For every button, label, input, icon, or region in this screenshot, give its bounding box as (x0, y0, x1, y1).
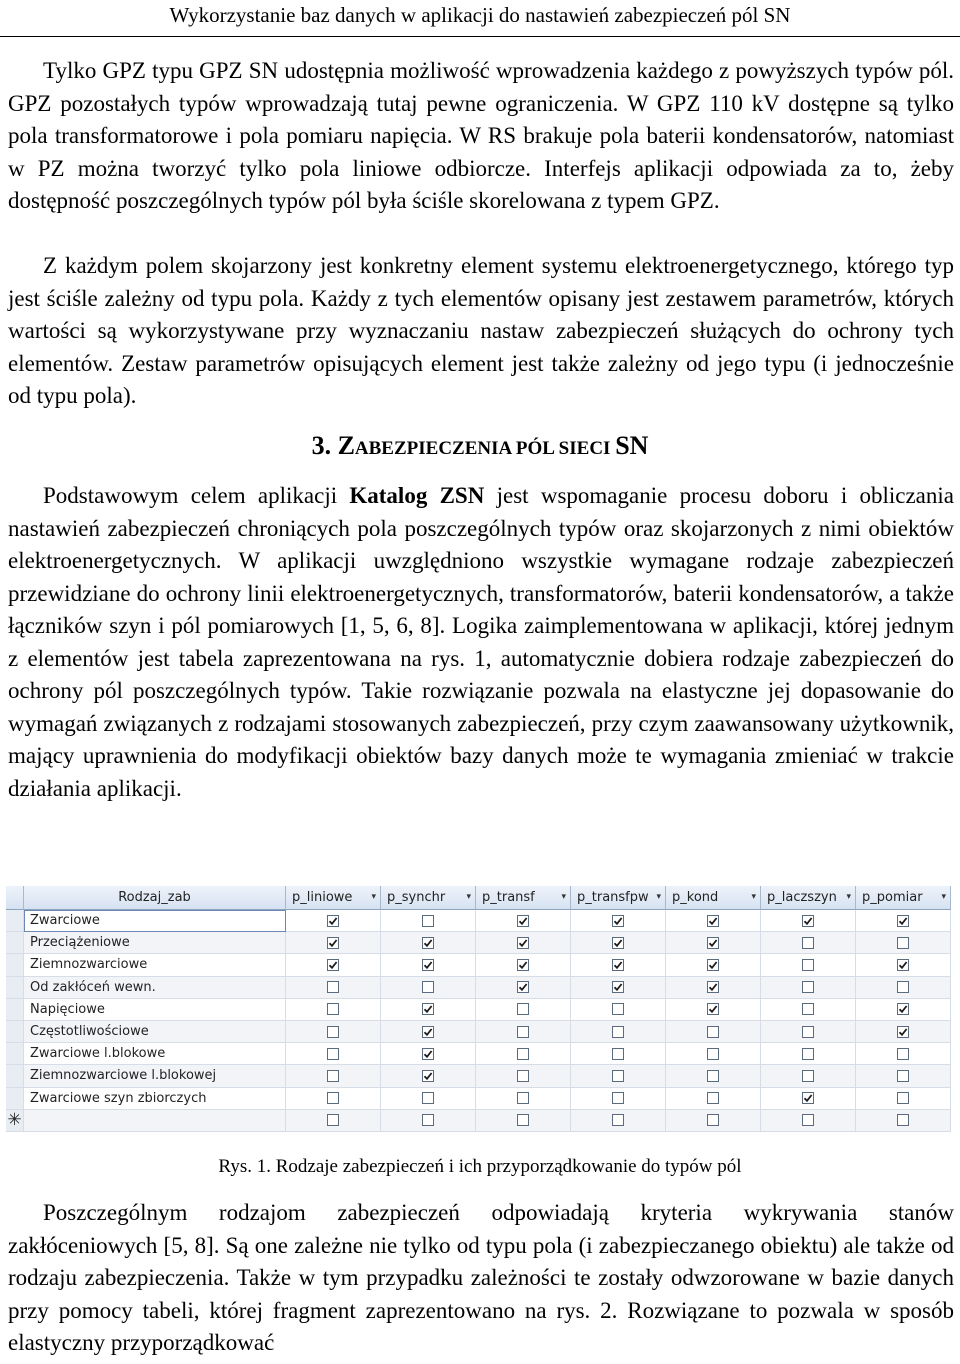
unchecked-checkbox[interactable] (802, 1070, 814, 1082)
column-header-label: p_synchr (387, 890, 446, 905)
unchecked-checkbox[interactable] (802, 959, 814, 971)
cell-p-transfpw (571, 910, 666, 932)
unchecked-checkbox[interactable] (517, 1092, 529, 1104)
cell-p-transfpw (571, 977, 666, 999)
sort-dropdown-icon[interactable]: ▾ (941, 892, 946, 902)
cell-p-transfpw (571, 954, 666, 976)
unchecked-checkbox[interactable] (327, 981, 339, 993)
cell-p-transfpw (571, 1043, 666, 1065)
cell-p-pomiar (856, 1088, 951, 1110)
unchecked-checkbox[interactable] (517, 1070, 529, 1082)
cell-p-pomiar (856, 1043, 951, 1065)
unchecked-checkbox[interactable] (707, 1026, 719, 1038)
unchecked-checkbox[interactable] (422, 1092, 434, 1104)
row-selector[interactable] (6, 1021, 24, 1043)
cell-p-transf (476, 1021, 571, 1043)
unchecked-checkbox[interactable] (517, 1026, 529, 1038)
column-header-p-liniowe[interactable] (286, 886, 381, 910)
row-selector[interactable] (6, 910, 24, 932)
cell-p-laczszyn (761, 1043, 856, 1065)
unchecked-checkbox[interactable] (422, 915, 434, 927)
table-row[interactable] (6, 1065, 954, 1087)
cell-p-kond (666, 977, 761, 999)
cell-p-pomiar (856, 932, 951, 954)
cell-p-pomiar (856, 1021, 951, 1043)
checked-checkbox[interactable] (517, 959, 529, 971)
row-selector[interactable] (6, 999, 24, 1021)
new-record-icon[interactable]: ✳ (6, 1110, 24, 1132)
row-selector[interactable] (6, 1043, 24, 1065)
cell-p-transf (476, 999, 571, 1021)
sort-dropdown-icon[interactable]: ▾ (846, 892, 851, 902)
unchecked-checkbox[interactable] (422, 1114, 434, 1126)
paragraph-text: Podstawowym celem aplikacji Katalog ZSN jest wspomaganie procesu doboru i obliczania nastawień zabezpieczeń chroniących pola poszczególnych typów oraz skojarzonych z nimi obiektów elektroenergetycznych. W aplikacji uwzględniono wszystkie wymagane rodzaje zabezpieczeń przewidziane do ochrony linii elektroenergetycznych, transformatorów, baterii kondensatorów, a także łączników szyn i pól pomiarowych [1, 5, 6, 8]. Logika zaimplementowana w aplikacji, której jednym z elementów jest tabela zaprezentowana na rys. 1, automatycznie dobiera rodzaje zabezpieczeń do ochrony pól poszczególnych typów. Takie rozwiązanie pozwala na elastyczne jej dopasowanie do wymagań związanych z rodzajami stosowanych zabezpieczeń, przy czym zaawansowany użytkownik, mający uprawnienia do modyfikacji obiektów bazy danych może te wymagania zmieniać w trakcie działania aplikacji. (8, 483, 954, 801)
unchecked-checkbox[interactable] (612, 1003, 624, 1015)
select-all-corner[interactable] (6, 886, 24, 910)
column-header-label: p_transfpw (577, 890, 649, 905)
checked-checkbox[interactable] (802, 1092, 814, 1104)
checked-checkbox[interactable] (707, 959, 719, 971)
cell-rodzaj-zab[interactable]: Częstotliwościowe (24, 1021, 286, 1043)
cell-p-transf (476, 1110, 571, 1132)
checked-checkbox[interactable] (612, 915, 624, 927)
new-record-row[interactable] (6, 1110, 954, 1132)
checked-checkbox[interactable] (897, 959, 909, 971)
cell-rodzaj-zab[interactable]: Zwarciowe szyn zbiorczych (24, 1088, 286, 1110)
unchecked-checkbox[interactable] (707, 1070, 719, 1082)
sort-dropdown-icon[interactable]: ▾ (466, 892, 471, 902)
cell-p-pomiar (856, 954, 951, 976)
paragraph-text: Poszczególnym rodzajom zabezpieczeń odpowiadają kryteria wykrywania stanów zakłóceniowych [5, 8]. Są one zależne nie tylko od typu pola (i zabezpieczanego obiektu) ale także od rodzaju zabezpieczenia. Także w tym przypadku zależności te zostały odwzorowane w bazie danych przy pomocy tabeli, której fragment zaprezentowano na rys. 2. Rozwiązane to pozwala w sposób elastyczny przyporządkować (8, 1200, 954, 1355)
cell-p-transf (476, 977, 571, 999)
unchecked-checkbox[interactable] (612, 1092, 624, 1104)
paragraph-text: Tylko GPZ typu GPZ SN udostępnia możliwość wprowadzenia każdego z powyższych typów pól. GPZ pozostałych typów wprowadzają tutaj pewne ograniczenia. W GPZ 110 kV dostępne są tylko pola transformatorowe i pola pomiaru napięcia. W RS brakuje pola baterii kondensatorów, natomiast w PZ można tworzyć tylko pola liniowe odbiorcze. Interfejs aplikacji odpowiada za to, żeby dostępność poszczególnych typów pól była ściśle skorelowana z typem GPZ. (8, 58, 954, 213)
column-header-p-transf[interactable] (476, 886, 571, 910)
column-header-p-laczszyn[interactable] (761, 886, 856, 910)
cell-p-pomiar (856, 910, 951, 932)
checked-checkbox[interactable] (802, 915, 814, 927)
checked-checkbox[interactable] (327, 937, 339, 949)
unchecked-checkbox[interactable] (612, 1026, 624, 1038)
cell-p-synchr (381, 1088, 476, 1110)
cell-p-liniowe (286, 1021, 381, 1043)
checked-checkbox[interactable] (707, 915, 719, 927)
cell-p-transf (476, 1065, 571, 1087)
paragraph-elements (8, 250, 954, 413)
checked-checkbox[interactable] (612, 981, 624, 993)
cell-p-transfpw (571, 1021, 666, 1043)
cell-p-transf (476, 932, 571, 954)
cell-p-kond (666, 1110, 761, 1132)
checked-checkbox[interactable] (422, 937, 434, 949)
unchecked-checkbox[interactable] (802, 981, 814, 993)
column-header-label: p_transf (482, 890, 535, 905)
checked-checkbox[interactable] (422, 1048, 434, 1060)
unchecked-checkbox[interactable] (327, 1026, 339, 1038)
unchecked-checkbox[interactable] (802, 1048, 814, 1060)
figure-caption (0, 1152, 960, 1182)
column-header-p-transfpw[interactable] (571, 886, 666, 910)
checked-checkbox[interactable] (897, 1003, 909, 1015)
cell-p-synchr (381, 977, 476, 999)
datasheet-rodzaje-zabezpieczen (6, 886, 954, 1136)
sort-dropdown-icon[interactable]: ▾ (751, 892, 756, 902)
section-number: 3. (311, 431, 332, 460)
checked-checkbox[interactable] (707, 937, 719, 949)
cell-p-liniowe (286, 999, 381, 1021)
cell-p-liniowe (286, 1088, 381, 1110)
cell-rodzaj-zab[interactable]: Ziemnozwarciowe (24, 954, 286, 976)
unchecked-checkbox[interactable] (327, 1070, 339, 1082)
column-header-label: p_pomiar (862, 890, 923, 905)
unchecked-checkbox[interactable] (707, 1048, 719, 1060)
cell-p-synchr (381, 910, 476, 932)
cell-p-liniowe (286, 910, 381, 932)
unchecked-checkbox[interactable] (422, 981, 434, 993)
checked-checkbox[interactable] (897, 1026, 909, 1038)
cell-p-transfpw (571, 999, 666, 1021)
checked-checkbox[interactable] (707, 981, 719, 993)
cell-rodzaj-zab[interactable]: Ziemnozwarciowe l.blokowej (24, 1065, 286, 1087)
paragraph-criteria (8, 1197, 954, 1360)
cell-rodzaj-zab[interactable]: Od zakłóceń wewn. (24, 977, 286, 999)
checked-checkbox[interactable] (327, 915, 339, 927)
column-header-rodzaj-zab[interactable] (24, 886, 286, 910)
paragraph-katalog-zsn (8, 480, 954, 805)
cell-p-kond (666, 932, 761, 954)
paragraph-text: Z każdym polem skojarzony jest konkretny element systemu elektroenergetycznego, którego typ jest ściśle zależny od typu pola. Każdy z tych elementów opisany jest zestawem parametrów, których wartości są wykorzystywane przy wyznaczaniu nastaw zabezpieczeń służących do ochrony tych elementów. Zestaw parametrów opisujących element jest także zależny od jego typu (i jednocześnie od typu pola). (8, 253, 954, 408)
column-header-label: p_kond (672, 890, 719, 905)
unchecked-checkbox[interactable] (517, 1048, 529, 1060)
table-row[interactable] (6, 1021, 954, 1043)
checked-checkbox[interactable] (517, 937, 529, 949)
checked-checkbox[interactable] (422, 1070, 434, 1082)
table-row[interactable] (6, 954, 954, 976)
cell-p-kond (666, 1043, 761, 1065)
cell-p-transf (476, 1088, 571, 1110)
cell-p-laczszyn (761, 954, 856, 976)
unchecked-checkbox[interactable] (327, 1092, 339, 1104)
checked-checkbox[interactable] (612, 937, 624, 949)
row-selector[interactable] (6, 1065, 24, 1087)
unchecked-checkbox[interactable] (327, 1003, 339, 1015)
cell-p-liniowe (286, 1110, 381, 1132)
paragraph-gpz-types (8, 55, 954, 218)
row-selector[interactable] (6, 932, 24, 954)
unchecked-checkbox[interactable] (897, 937, 909, 949)
cell-p-kond (666, 1065, 761, 1087)
unchecked-checkbox[interactable] (707, 1092, 719, 1104)
cell-p-kond (666, 910, 761, 932)
checked-checkbox[interactable] (897, 915, 909, 927)
checked-checkbox[interactable] (707, 1003, 719, 1015)
cell-p-laczszyn (761, 1065, 856, 1087)
unchecked-checkbox[interactable] (612, 1048, 624, 1060)
checked-checkbox[interactable] (517, 915, 529, 927)
checked-checkbox[interactable] (327, 959, 339, 971)
cell-p-kond (666, 954, 761, 976)
cell-p-synchr (381, 1043, 476, 1065)
unchecked-checkbox[interactable] (897, 1048, 909, 1060)
section-title: ZABEZPIECZENIA PÓL SIECI SN (337, 431, 649, 460)
cell-p-synchr (381, 999, 476, 1021)
cell-rodzaj-zab[interactable]: Zwarciowe l.blokowe (24, 1043, 286, 1065)
sort-dropdown-icon[interactable]: ▾ (371, 892, 376, 902)
cell-p-transf (476, 954, 571, 976)
unchecked-checkbox[interactable] (802, 1114, 814, 1126)
sort-dropdown-icon[interactable]: ▾ (656, 892, 661, 902)
cell-p-transf (476, 1043, 571, 1065)
cell-p-synchr (381, 1065, 476, 1087)
cell-p-pomiar (856, 1110, 951, 1132)
row-selector[interactable] (6, 1088, 24, 1110)
column-header-p-synchr[interactable] (381, 886, 476, 910)
column-header-label: Rodzaj_zab (118, 890, 191, 905)
cell-rodzaj-zab[interactable]: Przeciążeniowe (24, 932, 286, 954)
unchecked-checkbox[interactable] (802, 1026, 814, 1038)
cell-p-laczszyn (761, 1088, 856, 1110)
checked-checkbox[interactable] (612, 959, 624, 971)
cell-p-pomiar (856, 1065, 951, 1087)
cell-p-liniowe (286, 1043, 381, 1065)
unchecked-checkbox[interactable] (897, 1070, 909, 1082)
cell-rodzaj-zab[interactable] (24, 1110, 286, 1132)
figure-caption-text: Rys. 1. Rodzaje zabezpieczeń i ich przyporządkowanie do typów pól (218, 1156, 742, 1177)
cell-p-laczszyn (761, 1021, 856, 1043)
unchecked-checkbox[interactable] (897, 1114, 909, 1126)
cell-p-transfpw (571, 1065, 666, 1087)
cell-p-liniowe (286, 954, 381, 976)
column-header-label: p_liniowe (292, 890, 353, 905)
column-header-p-pomiar[interactable] (856, 886, 951, 910)
unchecked-checkbox[interactable] (327, 1114, 339, 1126)
checked-checkbox[interactable] (517, 981, 529, 993)
table-row[interactable] (6, 1088, 954, 1110)
cell-p-laczszyn (761, 1110, 856, 1132)
cell-p-liniowe (286, 1065, 381, 1087)
cell-p-transf (476, 910, 571, 932)
table-row[interactable] (6, 977, 954, 999)
cell-p-kond (666, 1021, 761, 1043)
cell-p-synchr (381, 932, 476, 954)
unchecked-checkbox[interactable] (327, 1048, 339, 1060)
cell-p-pomiar (856, 977, 951, 999)
cell-p-laczszyn (761, 999, 856, 1021)
unchecked-checkbox[interactable] (802, 1003, 814, 1015)
unchecked-checkbox[interactable] (612, 1070, 624, 1082)
unchecked-checkbox[interactable] (707, 1114, 719, 1126)
cell-p-synchr (381, 1110, 476, 1132)
unchecked-checkbox[interactable] (802, 937, 814, 949)
checked-checkbox[interactable] (422, 1026, 434, 1038)
cell-p-synchr (381, 954, 476, 976)
table-row[interactable] (6, 999, 954, 1021)
datasheet-header-row (6, 886, 954, 910)
row-selector[interactable] (6, 954, 24, 976)
cell-p-pomiar (856, 999, 951, 1021)
column-header-p-kond[interactable] (666, 886, 761, 910)
cell-p-laczszyn (761, 977, 856, 999)
cell-p-liniowe (286, 977, 381, 999)
cell-p-transfpw (571, 1110, 666, 1132)
row-selector[interactable] (6, 977, 24, 999)
cell-p-laczszyn (761, 932, 856, 954)
unchecked-checkbox[interactable] (517, 1114, 529, 1126)
cell-p-synchr (381, 1021, 476, 1043)
sort-dropdown-icon[interactable]: ▾ (561, 892, 566, 902)
cell-p-kond (666, 999, 761, 1021)
running-title: Wykorzystanie baz danych w aplikacji do nastawień zabezpieczeń pól SN (169, 3, 791, 27)
cell-rodzaj-zab[interactable]: Zwarciowe (24, 910, 286, 932)
table-row[interactable] (6, 932, 954, 954)
app-name: Katalog ZSN (349, 483, 485, 508)
cell-p-kond (666, 1088, 761, 1110)
unchecked-checkbox[interactable] (517, 1003, 529, 1015)
table-row[interactable] (6, 910, 954, 932)
datasheet-body (6, 910, 954, 1132)
unchecked-checkbox[interactable] (612, 1114, 624, 1126)
unchecked-checkbox[interactable] (897, 981, 909, 993)
cell-p-liniowe (286, 932, 381, 954)
unchecked-checkbox[interactable] (897, 1092, 909, 1104)
checked-checkbox[interactable] (422, 1003, 434, 1015)
cell-p-laczszyn (761, 910, 856, 932)
checked-checkbox[interactable] (422, 959, 434, 971)
cell-rodzaj-zab[interactable]: Napięciowe (24, 999, 286, 1021)
section-heading (0, 428, 960, 467)
cell-p-transfpw (571, 932, 666, 954)
column-header-label: p_laczszyn (767, 890, 837, 905)
running-header (0, 0, 960, 37)
cell-p-transfpw (571, 1088, 666, 1110)
table-row[interactable] (6, 1043, 954, 1065)
